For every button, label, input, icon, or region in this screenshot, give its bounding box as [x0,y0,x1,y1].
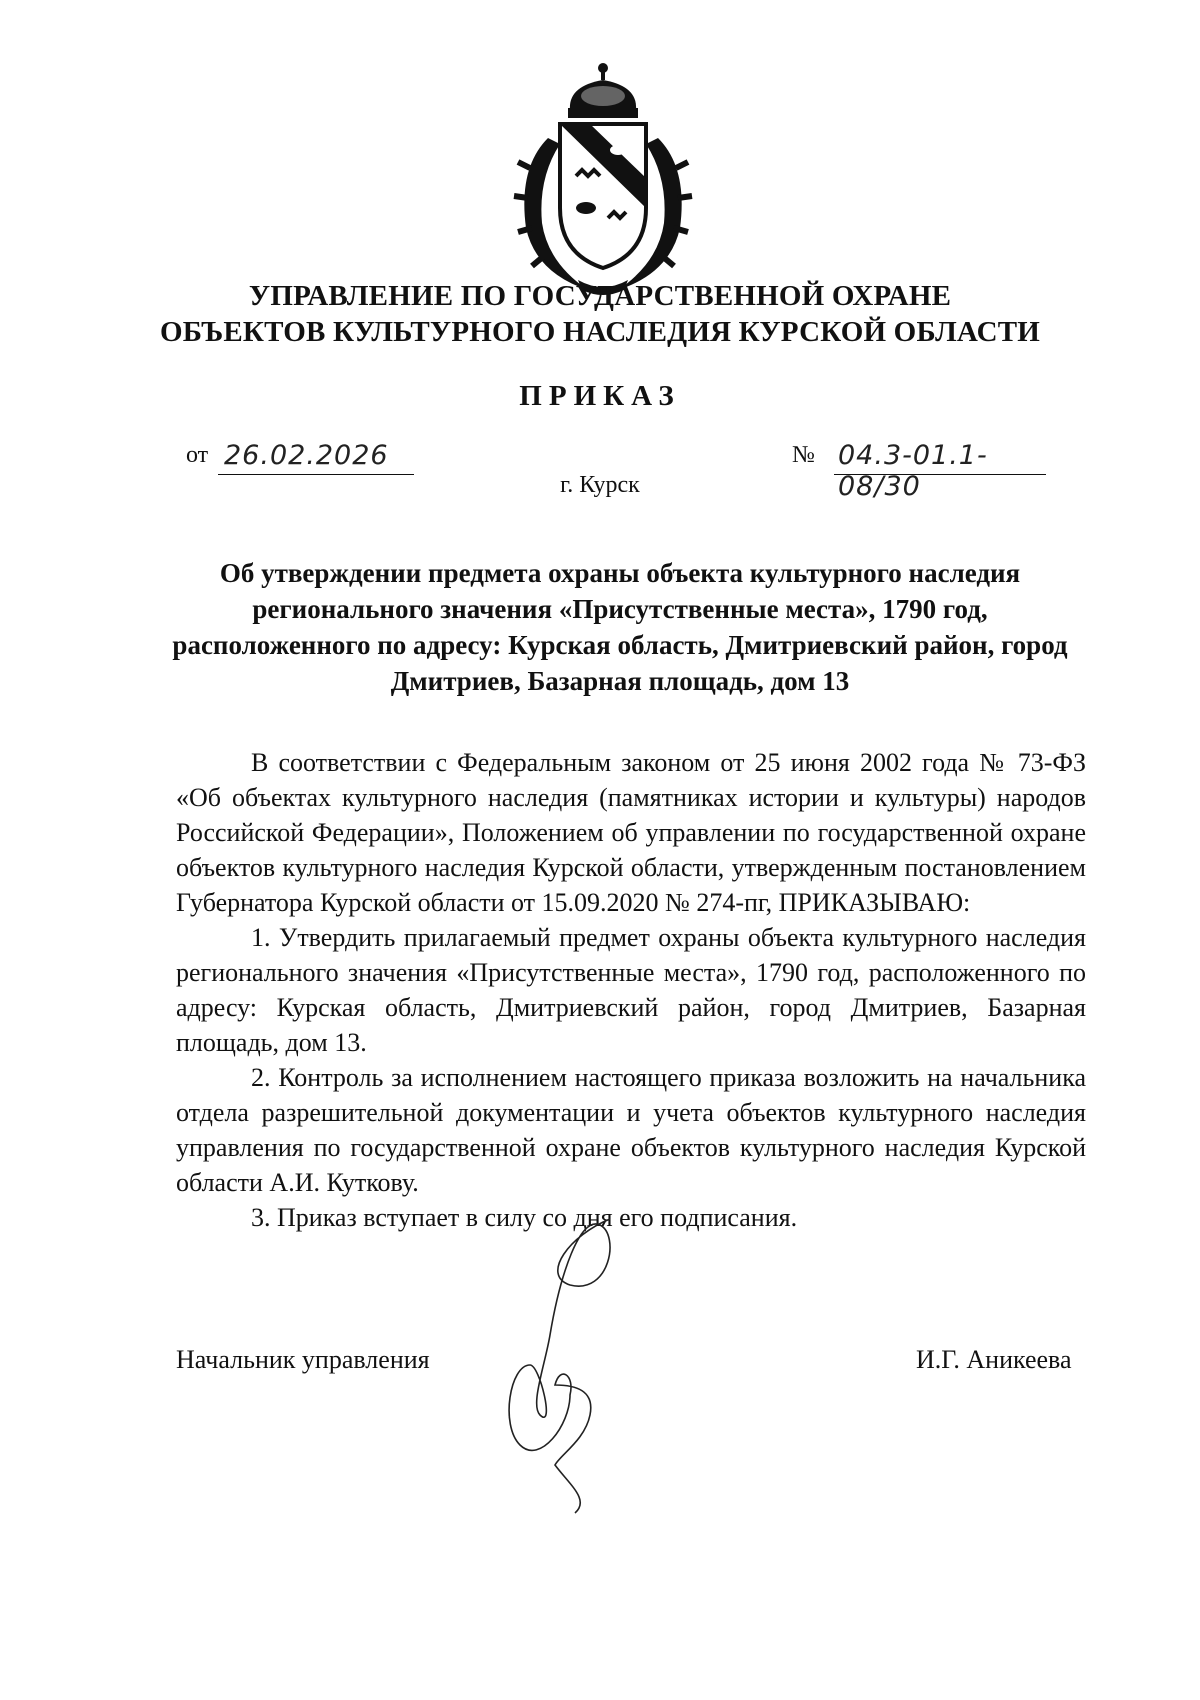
organization-name-line2: ОБЪЕКТОВ КУЛЬТУРНОГО НАСЛЕДИЯ КУРСКОЙ ОБЛАСТИ [159,316,1041,348]
order-item-2: 2. Контроль за исполнением настоящего приказа возложить на начальника отдела разрешительной документации и учета объектов культурного наследия управления по государственной охране объектов культурного наследия Курской области А.И. Куткову. [176,1063,1086,1197]
organization-name-line1: УПРАВЛЕНИЕ ПО ГОСУДАРСТВЕННОЙ ОХРАНЕ [248,280,952,312]
signatory-position: Начальник управления [176,1345,430,1374]
date-value: 26.02.2026 [224,440,389,471]
date-label: от [186,442,209,468]
document-type: ПРИКАЗ [519,380,681,412]
number-value: 04.3-01.1-08/30 [838,440,988,502]
date-field [218,440,414,475]
number-label: № [792,442,815,468]
document-title: Об утверждении предмета охраны объекта культурного наследия регионального значения «Присутственные места», 1790 год, расположенного по адресу: Курская область, Дмитриевский район, город Дмитриев, Базарная площадь, дом 13 [172,558,1068,696]
preamble-paragraph: В соответствии с Федеральным законом от 25 июня 2002 года № 73-ФЗ «Об объектах культурного наследия (памятниках истории и культуры) народов Российской Федерации», Положением об управлении по государственной охране объектов культурного наследия Курской области, утвержденным постановлением Губернатора Курской области от 15.09.2020 № 274-пг, ПРИКАЗЫВАЮ: [176,748,1086,917]
handwritten-signature [500,1215,680,1515]
coat-of-arms-icon [508,58,698,298]
number-field [834,440,1046,502]
order-item-3: 3. Приказ вступает в силу со дня его подписания. [251,1203,798,1232]
signatory-name: И.Г. Аникеева [916,1345,1072,1374]
order-item-1: 1. Утвердить прилагаемый предмет охраны объекта культурного наследия регионального значения «Присутственные места», 1790 год, расположенного по адресу: Курская область, Дмитриевский район, город Дмитриев, Базарная площадь, дом 13. [176,923,1086,1057]
document-body [176,745,1086,1235]
city: г. Курск [560,472,640,498]
